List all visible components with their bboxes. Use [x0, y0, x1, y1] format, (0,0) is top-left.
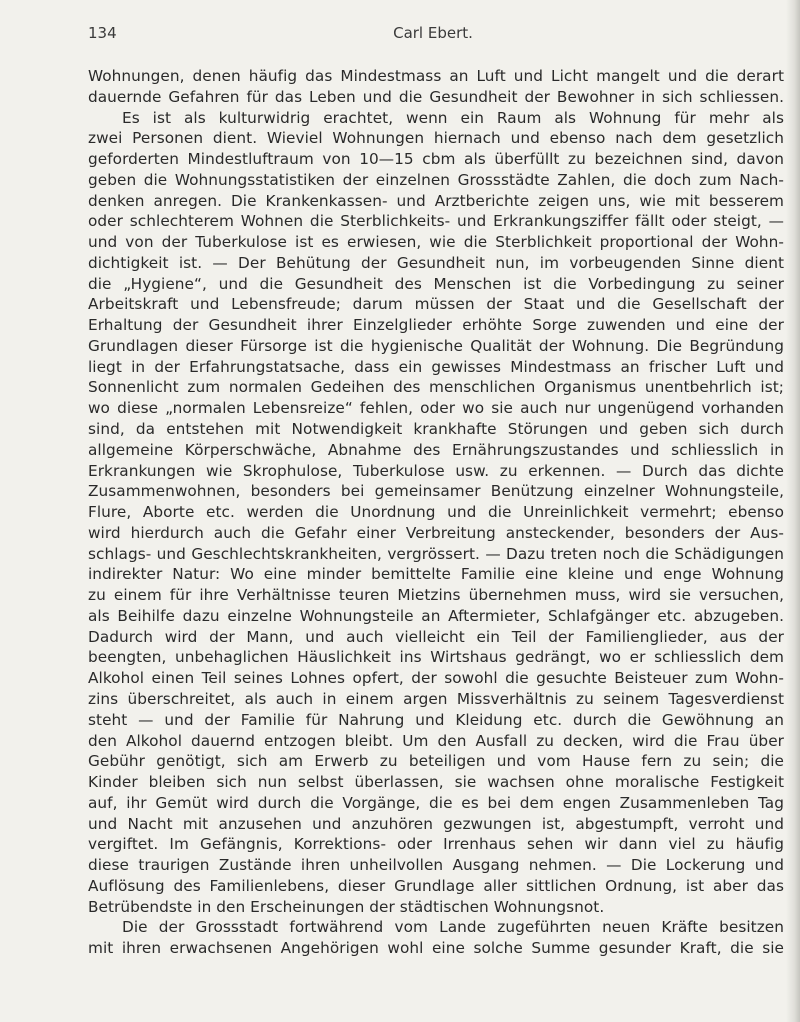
- page-header: [88, 24, 778, 48]
- text-line: die „Hygiene“, und die Gesundheit des Menschen ist die Vorbedingung zu seiner: [88, 274, 784, 293]
- text-line: den Alkohol dauernd entzogen bleibt. Um den Ausfall zu decken, wird die Frau über: [88, 731, 784, 750]
- text-line: steht — und der Familie für Nahrung und Kleidung etc. durch die Gewöhnung an: [88, 710, 784, 729]
- text-line: zins überschreitet, als auch in einem argen Missverhältnis zu seinem Tagesverdienst: [88, 689, 784, 708]
- text-line: Sonnenlicht zum normalen Gedeihen des menschlichen Organismus unentbehrlich ist;: [88, 378, 784, 397]
- text-line: sind, da entstehen mit Notwendigkeit krankhafte Störungen und geben sich durch: [88, 420, 784, 439]
- text-line: dauernde Gefahren für das Leben und die Gesundheit der Bewohner in sich schliessen.: [88, 87, 784, 106]
- text-line: Flure, Aborte etc. werden die Unordnung und die Unreinlichkeit vermehrt; ebenso: [88, 503, 784, 522]
- text-line: geben die Wohnungsstatistiken der einzelnen Grossstädte Zahlen, die doch zum Nach-: [88, 170, 784, 189]
- text-line: wo diese „normalen Lebensreize“ fehlen, oder wo sie auch nur ungenügend vorhanden: [88, 399, 784, 418]
- text-line: auf, ihr Gemüt wird durch die Vorgänge, die es bei dem engen Zusammenleben Tag: [88, 793, 784, 812]
- text-line: als Beihilfe dazu einzelne Wohnungsteile an Aftermieter, Schlafgänger etc. abzugeben.: [88, 606, 784, 625]
- text-line: Alkohol einen Teil seines Lohnes opfert, der sowohl die gesuchte Beisteuer zum Wohn-: [88, 669, 784, 688]
- page-edge-shadow: [786, 0, 800, 1022]
- text-line: Gebühr genötigt, sich am Erwerb zu beteiligen und vom Hause fern zu sein; die: [88, 752, 784, 771]
- page-number: 134: [88, 24, 117, 42]
- text-line: Zusammenwohnen, besonders bei gemeinsamer Benützung einzelner Wohnungsteile,: [88, 482, 784, 501]
- text-line: diese traurigen Zustände ihren unheilvollen Ausgang nehmen. — Die Lockerung und: [88, 856, 784, 875]
- text-line: Erhaltung der Gesundheit ihrer Einzelglieder erhöhte Sorge zuwenden und eine der: [88, 316, 784, 335]
- text-line: Auflösung des Familienlebens, dieser Grundlage aller sittlichen Ordnung, ist aber das: [88, 876, 784, 895]
- text-line: Erkrankungen wie Skrophulose, Tuberkulose usw. zu erkennen. — Durch das dichte: [88, 461, 784, 480]
- text-line: Wohnungen, denen häufig das Mindestmass an Luft und Licht mangelt und die derart: [88, 67, 784, 85]
- text-line: liegt in der Erfahrungstatsache, dass ein gewisses Mindestmass an frischer Luft und: [88, 357, 784, 376]
- body-text: [88, 66, 784, 959]
- text-line: zwei Personen dient. Wieviel Wohnungen hiernach und ebenso nach dem gesetzlich: [88, 129, 784, 148]
- text-line: beengten, unbehaglichen Häuslichkeit ins Wirtshaus gedrängt, wo er schliesslich dem: [88, 648, 784, 667]
- text-line: mit ihren erwachsenen Angehörigen wohl eine solche Summe gesunder Kraft, die sie: [88, 939, 784, 958]
- text-line: Es ist als kulturwidrig erachtet, wenn ein Raum als Wohnung für mehr als: [122, 108, 784, 127]
- text-line: geforderten Mindestluftraum von 10—15 cbm als überfüllt zu bezeichnen sind, davon: [88, 150, 784, 169]
- running-head: Carl Ebert.: [393, 24, 473, 42]
- text-line: dichtigkeit ist. — Der Behütung der Gesundheit nun, im vorbeugenden Sinne dient: [88, 253, 784, 272]
- text-line: allgemeine Körperschwäche, Abnahme des Ernährungszustandes und schliesslich in: [88, 440, 784, 459]
- text-line: wird hierdurch auch die Gefahr einer Verbreitung ansteckender, besonders der Aus-: [88, 523, 784, 542]
- text-line: Die der Grossstadt fortwährend vom Lande zugeführten neuen Kräfte besitzen: [122, 918, 784, 937]
- text-line: indirekter Natur: Wo eine minder bemittelte Familie eine kleine und enge Wohnung: [88, 565, 784, 584]
- text-line: Betrübendste in den Erscheinungen der städtischen Wohnungsnot.: [88, 897, 605, 916]
- text-line: oder schlechterem Wohnen die Sterblichkeits- und Erkrankungsziffer fällt oder steigt, —: [88, 212, 784, 231]
- text-line: Grundlagen dieser Fürsorge ist die hygienische Qualität der Wohnung. Die Begründung: [88, 336, 784, 355]
- text-line: zu einem für ihre Verhältnisse teuren Mietzins übernehmen muss, wird sie versuchen,: [88, 586, 784, 605]
- text-line: und von der Tuberkulose ist es erwiesen, wie die Sterblichkeit proportional der Wohn-: [88, 233, 784, 252]
- text-line: und Nacht mit anzusehen und anzuhören gezwungen ist, abgestumpft, verroht und: [88, 814, 784, 833]
- text-line: vergiftet. Im Gefängnis, Korrektions- oder Irrenhaus sehen wir dann viel zu häufig: [88, 835, 784, 854]
- text-line: Dadurch wird der Mann, und auch vielleicht ein Teil der Familienglieder, aus der: [88, 627, 784, 646]
- text-line: Arbeitskraft und Lebensfreude; darum müssen der Staat und die Gesellschaft der: [88, 295, 784, 314]
- text-line: Kinder bleiben sich nun selbst überlassen, sie wachsen ohne moralische Festigkeit: [88, 773, 784, 792]
- text-line: schlags- und Geschlechtskrankheiten, vergrössert. — Dazu treten noch die Schädigungen: [88, 544, 784, 563]
- text-line: denken anregen. Die Krankenkassen- und Arztberichte zeigen uns, wie mit besserem: [88, 191, 784, 210]
